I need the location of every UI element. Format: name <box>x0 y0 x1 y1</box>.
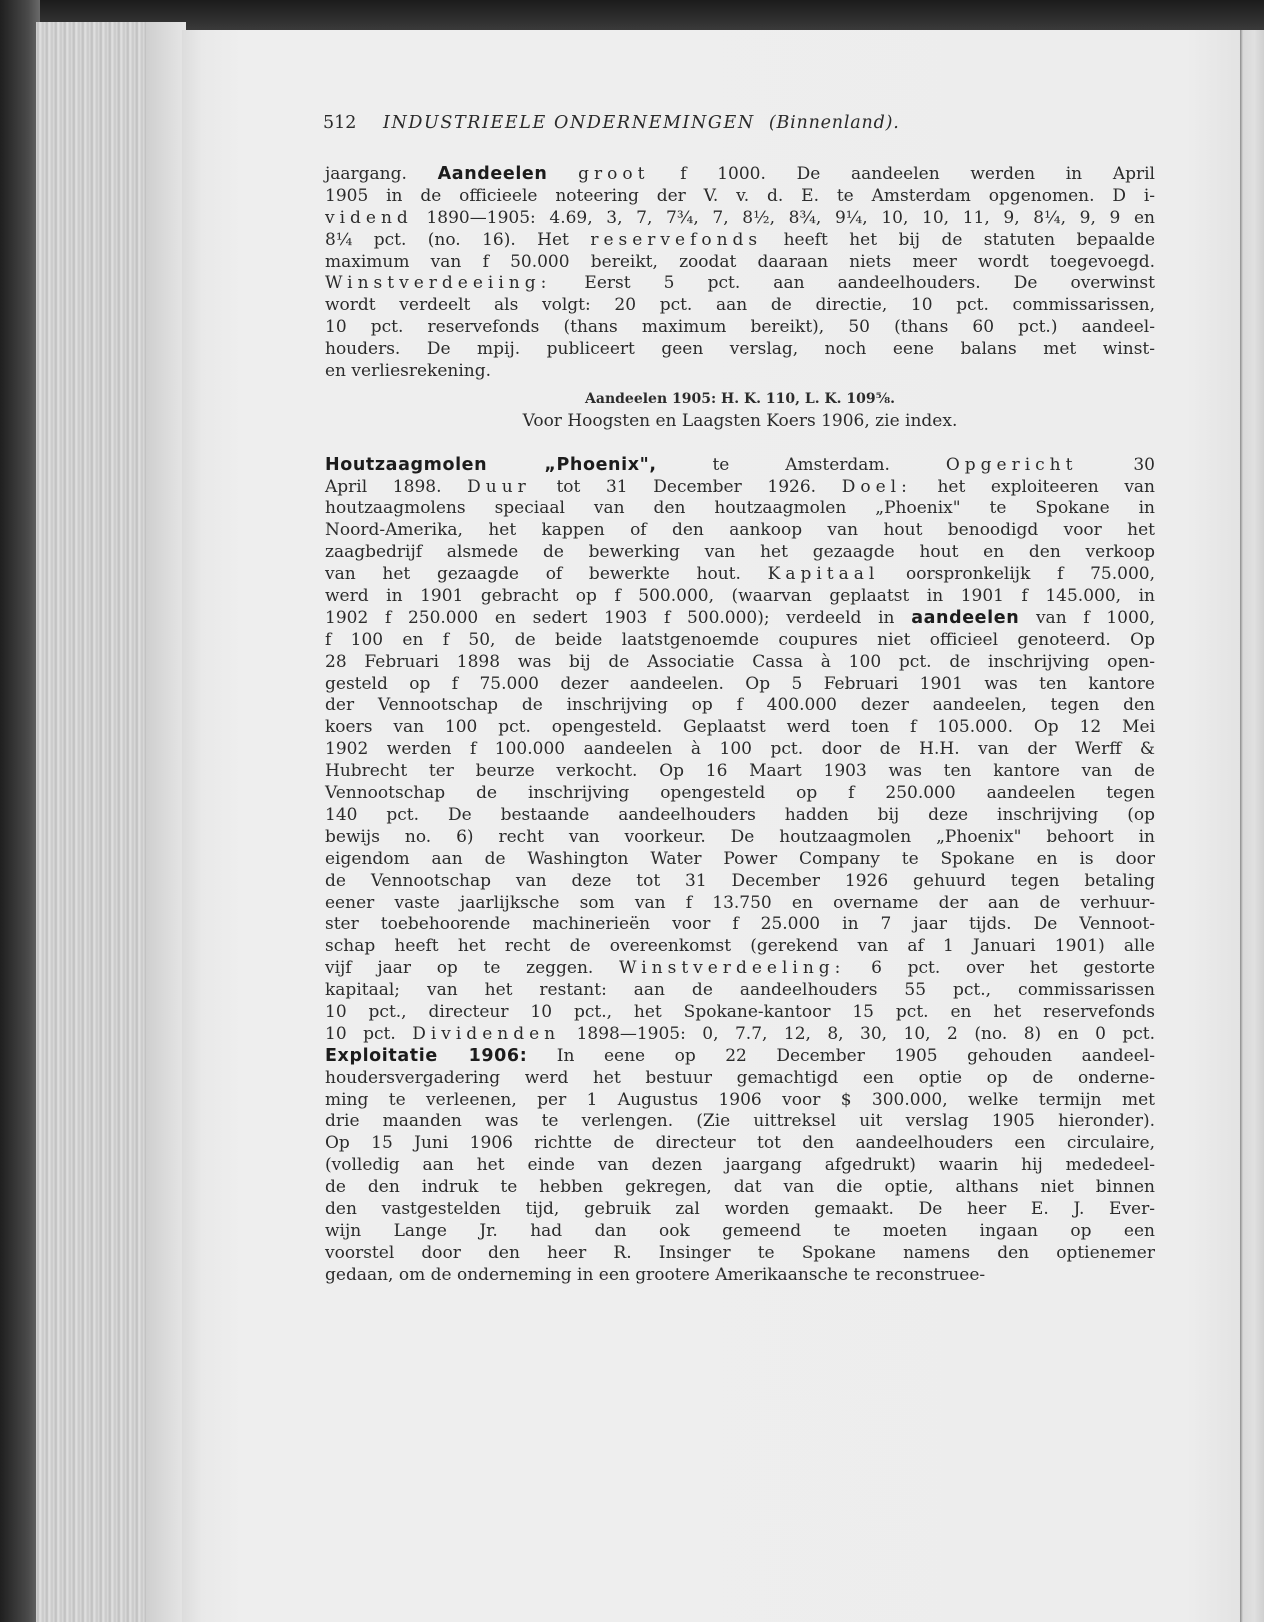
spaced-keyword: reservefonds <box>590 229 763 250</box>
text-run: In eene op 22 December 1905 gehouden aandeel- <box>527 1045 1155 1066</box>
spaced-keyword: Duur <box>467 476 531 497</box>
text-run: voorstel door den heer R. Insinger te Spokane namens den optienemer <box>325 1242 1155 1263</box>
text-run: Vennootschap de inschrijving opengesteld op f 250.000 aandeelen tegen <box>325 783 1155 804</box>
text-run: en verliesrekening. <box>325 361 492 382</box>
text-line <box>325 849 1155 871</box>
text-run: houdersvergadering werd het bestuur gemachtigd een optie op de onderne- <box>325 1067 1155 1088</box>
text-run: koers van 100 pct. opengesteld. Geplaatst werd toen f 105.000. Op 12 Mei <box>325 717 1155 738</box>
text-run: 8¼ pct. (no. 16). Het <box>325 229 591 250</box>
text-run: 1898—1905: 0, 7.7, 12, 8, 30, 10, 2 (no. 8) en 0 pct. <box>560 1023 1156 1044</box>
page-stack-edges <box>36 22 186 1622</box>
spaced-keyword: Winstverdeeling: <box>619 958 846 979</box>
running-title-sub: (Binnenland). <box>768 113 900 133</box>
text-run: April 1898. <box>325 476 468 497</box>
text-run: 1905 in de officieele noteering der V. v. d. E. te Amsterdam opgenomen. D i- <box>325 185 1155 206</box>
entry-heading: Houtzaagmolen „Phoenix", <box>325 454 657 475</box>
text-run: houders. De mpij. publiceert geen verslag, noch eene balans met winst- <box>325 339 1155 360</box>
text-run: 1902 f 250.000 en sedert 1903 f 500.000); verdeeld in <box>325 607 912 628</box>
text-line <box>325 739 1155 761</box>
text-line <box>325 936 1155 958</box>
text-run: wijn Lange Jr. had dan ook gemeend te moeten ingaan op een <box>325 1220 1155 1241</box>
text-run: den vastgestelden tijd, gebruik zal worden gemaakt. De heer E. J. Ever- <box>325 1198 1155 1219</box>
text-run: houtzaagmolens speciaal van den houtzaagmolen „Phoenix" te Spokane in <box>325 498 1155 519</box>
text-run: ster toebehoorende machinerieën voor f 25.000 in 7 jaar tijds. De Vennoot- <box>325 914 1155 935</box>
text-line <box>325 586 1155 608</box>
text-run: van het gezaagde of bewerkte hout. <box>325 564 768 585</box>
text-run: 28 Februari 1898 was bij de Associatie Cassa à 100 pct. de inschrijving open- <box>325 651 1155 672</box>
text-run <box>547 164 578 184</box>
text-run: 6 pct. over het gestorte <box>845 958 1155 979</box>
text-line <box>325 186 1155 208</box>
text-run: drie maanden was te verlengen. (Zie uittreksel uit verslag 1905 hieronder). <box>325 1111 1155 1132</box>
text-line <box>325 317 1155 339</box>
text-line <box>325 1068 1155 1090</box>
text-run: gesteld op f 75.000 dezer aandeelen. Op 5 Februari 1901 was ten kantore <box>325 673 1155 694</box>
text-line <box>325 1221 1155 1243</box>
text-line <box>325 339 1155 361</box>
text-run: werd in 1901 gebracht op f 500.000, (waarvan geplaatst in 1901 f 145.000, in <box>325 586 1155 607</box>
text-line <box>325 652 1155 674</box>
text-run: oorspronkelijk f 75.000, <box>879 564 1155 585</box>
text-run: zaagbedrijf alsmede de bewerking van het gezaagde hout en den verkoop <box>325 542 1155 563</box>
text-line <box>325 498 1155 520</box>
text-run: (volledig aan het einde van dezen jaargang afgedrukt) waarin hij mededeel- <box>325 1155 1155 1176</box>
text-line <box>325 477 1155 499</box>
text-run: tot 31 December 1926. <box>530 476 842 497</box>
text-run: kapitaal; van het restant: aan de aandeelhouders 55 pct., commissarissen <box>325 980 1155 1001</box>
text-run: het exploiteeren van <box>911 476 1156 497</box>
text-run: schap heeft het recht de overeenkomst (gerekend van af 1 Januari 1901) alle <box>325 936 1155 957</box>
text-run: eener vaste jaarlijksche som van f 13.750 en overname der aan de verhuur- <box>325 892 1155 913</box>
facing-page-edge <box>1240 30 1264 1622</box>
text-run: 30 <box>1077 454 1155 475</box>
page-number: 512 <box>323 113 357 133</box>
text-column <box>325 164 1155 1287</box>
text-line <box>325 1243 1155 1265</box>
entry-continued <box>325 164 1155 383</box>
text-run: Eerst 5 pct. aan aandeelhouders. De overwinst <box>551 273 1155 294</box>
index-reference: Voor Hoogsten en Laagsten Koers 1906, zie index. <box>522 410 958 431</box>
text-line <box>325 608 1155 630</box>
text-line <box>325 674 1155 696</box>
text-line <box>325 980 1155 1002</box>
text-run: Noord-Amerika, het kappen of den aankoop van hout benoodigd voor het <box>325 520 1155 541</box>
text-line <box>325 542 1155 564</box>
gutter-shadow <box>146 22 186 1622</box>
text-line <box>325 1133 1155 1155</box>
text-run: 10 pct. reservefonds (thans maximum bereikt), 50 (thans 60 pct.) aandeel- <box>325 317 1155 338</box>
text-run: de den indruk te hebben gekregen, dat van die optie, althans niet binnen <box>325 1177 1155 1198</box>
text-line <box>325 1265 1155 1287</box>
text-run: te Amsterdam. <box>656 454 946 475</box>
text-line <box>325 1111 1155 1133</box>
text-line <box>325 871 1155 893</box>
entry-houtzaagmolen-phoenix <box>325 455 1155 1287</box>
spaced-keyword: Winstverdeeiing: <box>325 273 552 294</box>
text-run: vijf jaar op te zeggen. <box>325 958 620 979</box>
spaced-keyword: Opgericht <box>945 454 1078 475</box>
running-head <box>323 113 1163 139</box>
text-line <box>325 1177 1155 1199</box>
bold-keyword: Aandeelen <box>437 164 548 184</box>
spaced-keyword: groot <box>578 164 650 184</box>
text-line <box>325 564 1155 586</box>
text-run: 10 pct. <box>325 1023 413 1044</box>
text-line <box>325 805 1155 827</box>
text-line <box>325 783 1155 805</box>
spaced-keyword: Kapitaal <box>767 564 880 585</box>
text-line <box>325 827 1155 849</box>
text-line <box>325 361 1155 383</box>
text-run: 140 pct. De bestaande aandeelhouders hadden bij deze inschrijving (op <box>325 804 1155 825</box>
book-cover-edge <box>0 0 40 1622</box>
spaced-keyword: vidend <box>325 207 413 228</box>
scan-top-shadow <box>0 0 1264 30</box>
text-line <box>325 455 1155 477</box>
text-run: 1902 werden f 100.000 aandeelen à 100 pct. door de H.H. van der Werff & <box>325 739 1155 760</box>
text-line <box>325 164 1155 186</box>
quote-line: Aandeelen 1905: H. K. 110, L. K. 109⅝. <box>585 390 895 407</box>
text-line <box>325 208 1155 230</box>
text-run: bewijs no. 6) recht van voorkeur. De houtzaagmolen „Phoenix" behoort in <box>325 826 1155 847</box>
text-line <box>325 761 1155 783</box>
text-line <box>325 1155 1155 1177</box>
text-line <box>325 295 1155 317</box>
text-run: de Vennootschap van deze tot 31 December 1926 gehuurd tegen betaling <box>325 870 1155 891</box>
text-run: gedaan, om de onderneming in een grootere Amerikaansche te reconstruee- <box>325 1264 986 1285</box>
text-line <box>325 520 1155 542</box>
text-line <box>325 1090 1155 1112</box>
text-run: Hubrecht ter beurze verkocht. Op 16 Maart 1903 was ten kantore van de <box>325 761 1155 782</box>
text-line <box>325 717 1155 739</box>
spacer <box>325 433 1155 455</box>
text-line <box>325 1199 1155 1221</box>
spaced-keyword: Dividenden <box>412 1023 561 1044</box>
running-title-main: INDUSTRIEELE ONDERNEMINGEN <box>383 113 755 133</box>
text-line <box>325 958 1155 980</box>
running-title <box>383 113 900 133</box>
bold-keyword: aandeelen <box>911 607 1020 628</box>
text-run: wordt verdeelt als volgt: 20 pct. aan de directie, 10 pct. commissarissen, <box>325 295 1155 316</box>
text-line <box>325 230 1155 252</box>
text-run: van f 1000, <box>1019 607 1155 628</box>
spaced-keyword: Doel: <box>841 476 912 497</box>
text-line <box>325 252 1155 274</box>
text-line <box>325 1002 1155 1024</box>
text-run: f 1000. De aandeelen werden in April <box>649 164 1155 184</box>
text-line <box>325 914 1155 936</box>
text-line <box>325 893 1155 915</box>
text-line <box>325 695 1155 717</box>
text-line <box>325 273 1155 295</box>
text-run: der Vennootschap de inschrijving op f 400.000 dezer aandeelen, tegen den <box>325 695 1155 716</box>
text-line <box>325 630 1155 652</box>
text-line <box>325 1024 1155 1046</box>
text-run: jaargang. <box>325 164 438 184</box>
text-run: 10 pct., directeur 10 pct., het Spokane-kantoor 15 pct. en het reservefonds <box>325 1001 1155 1022</box>
text-line <box>325 1046 1155 1068</box>
text-run: 1890—1905: 4.69, 3, 7, 7¾, 7, 8½, 8¾, 9¼, 10, 10, 11, 9, 8¼, 9, 9 en <box>412 207 1155 228</box>
text-run: maximum van f 50.000 bereikt, zoodat daaraan niets meer wordt toegevoegd. <box>325 251 1155 272</box>
text-run: ming te verleenen, per 1 Augustus 1906 voor $ 300.000, welke termijn met <box>325 1089 1155 1110</box>
bold-keyword: Exploitatie 1906: <box>325 1045 528 1066</box>
text-run: eigendom aan de Washington Water Power Company te Spokane en is door <box>325 848 1155 869</box>
text-run: Op 15 Juni 1906 richtte de directeur tot den aandeelhouders een circulaire, <box>325 1133 1155 1154</box>
text-run: heeft het bij de statuten bepaalde <box>762 229 1156 250</box>
text-run: f 100 en f 50, de beide laatstgenoemde coupures niet officieel genoteerd. Op <box>325 629 1155 650</box>
